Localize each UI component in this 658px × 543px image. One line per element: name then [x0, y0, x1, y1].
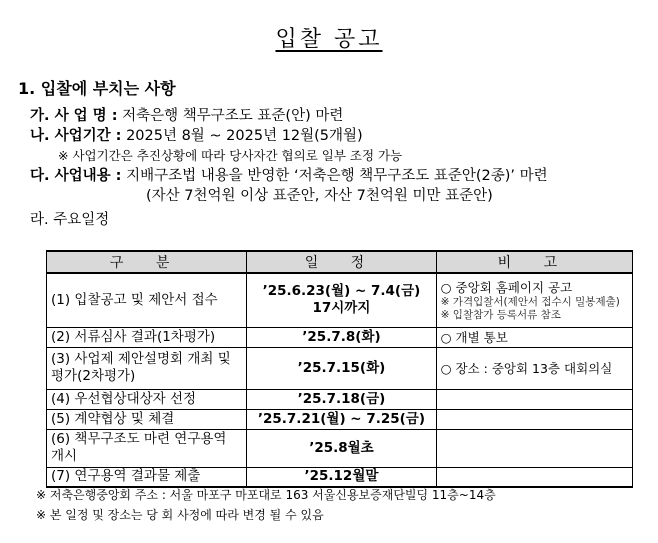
project-period-row [30, 124, 363, 145]
table-row [47, 273, 633, 327]
row-date: ’25.12월말 [247, 467, 436, 487]
row-note [436, 389, 632, 409]
row-item: (7) 연구용역 결과물 제출 [47, 467, 247, 487]
col-header-schedule: 일 정 [247, 251, 436, 273]
schedule-label: 라. 주요일정 [30, 212, 110, 228]
section-heading: 1. 입찰에 부치는 사항 [18, 79, 176, 98]
project-content-value: 지배구조법 내용을 반영한 ‘저축은행 책무구조도 표준안(2종)’ 마련 [126, 168, 548, 184]
row-date: ’25.7.8(화) [247, 327, 436, 347]
row-item: (5) 계약협상 및 체결 [47, 409, 247, 429]
row-item: (4) 우선협상대상자 선정 [47, 389, 247, 409]
row-note-sub: ※ 입찰참가 등록서류 참조 [440, 308, 561, 321]
table-row [47, 467, 633, 487]
project-period-label: 나. 사업기간 : [30, 128, 122, 144]
table-header-row [47, 251, 633, 273]
footnote-address: ※ 저축은행중앙회 주소 : 서울 마포구 마포대로 163 서울신용보증재단빌딩 11층~14층 [36, 488, 496, 502]
project-name-value: 저축은행 책무구조도 표준(안) 마련 [122, 108, 344, 124]
period-note: ※ 사업기간은 추진상황에 따라 당사자간 협의로 일부 조정 가능 [58, 148, 403, 163]
table-row [47, 389, 633, 409]
project-period-value: 2025년 8월 ~ 2025년 12월(5개월) [126, 128, 363, 144]
row-item: (2) 서류심사 결과(1차평가) [47, 327, 247, 347]
row-date: ’25.7.15(화) [247, 347, 436, 389]
page-title: 입찰 공고 [275, 27, 383, 52]
project-name-label: 가. 사 업 명 : [30, 108, 118, 124]
col-header-remarks: 비 고 [436, 251, 632, 273]
project-content-row [30, 164, 548, 185]
row-note: ○ 장소 : 중앙회 13층 대회의실 [436, 347, 632, 389]
schedule-table [46, 250, 633, 488]
row-item: (3) 사업제 제안설명회 개최 및 평가(2차평가) [47, 347, 247, 389]
row-date: ’25.7.18(금) [247, 389, 436, 409]
row-date: ’25.7.21(월) ~ 7.25(금) [247, 409, 436, 429]
row-note [436, 273, 632, 327]
row-note [436, 467, 632, 487]
project-name-row [30, 104, 343, 125]
table-row [47, 347, 633, 389]
row-note: ○ 개별 통보 [436, 327, 632, 347]
project-content-label: 다. 사업내용 : [30, 168, 122, 184]
row-item: (6) 책무구조도 마련 연구용역 개시 [47, 429, 247, 467]
col-header-category: 구 분 [47, 251, 247, 273]
row-note [436, 429, 632, 467]
footnote-change: ※ 본 일정 및 장소는 당 회 사정에 따라 변경 될 수 있음 [36, 508, 324, 522]
table-row [47, 327, 633, 347]
row-date: ’25.6.23(월) ~ 7.4(금) 17시까지 [247, 273, 436, 327]
row-note-sub: ※ 가격입찰서(제안서 접수시 밀봉제출) [440, 295, 620, 308]
row-note [436, 409, 632, 429]
row-date: ’25.8월초 [247, 429, 436, 467]
row-note-main: ○ 중앙회 홈페이지 공고 [440, 279, 573, 295]
table-row [47, 429, 633, 467]
row-item: (1) 입찰공고 및 제안서 접수 [47, 273, 247, 327]
table-row [47, 409, 633, 429]
project-content-value-2: (자산 7천억원 이상 표준안, 자산 7천억원 미만 표준안) [146, 188, 493, 204]
